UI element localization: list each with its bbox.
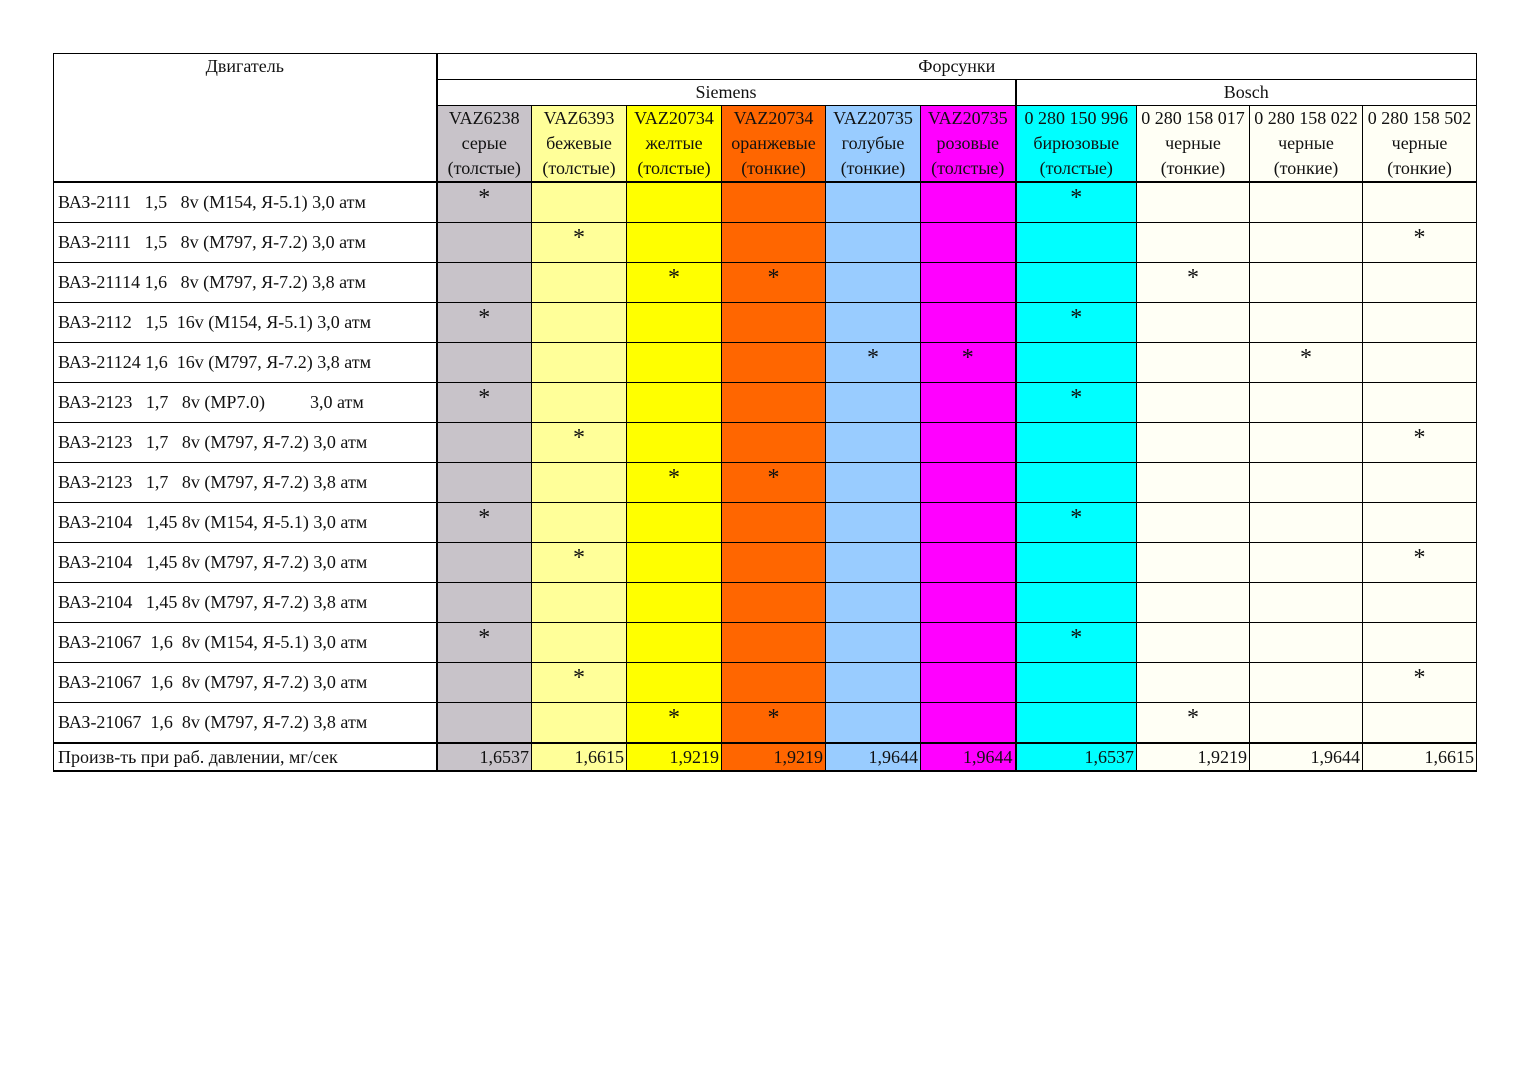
compat-cell — [921, 182, 1016, 223]
compat-cell — [437, 182, 532, 223]
engine-label: ВАЗ-2104 1,45 8v (M797, Я-7.2) 3,0 атм — [54, 543, 437, 583]
compat-mark: * — [668, 705, 680, 731]
compat-cell — [722, 423, 826, 463]
compat-cell — [826, 703, 921, 744]
compat-cell — [1137, 583, 1250, 623]
compat-cell — [826, 182, 921, 223]
compat-cell — [1137, 663, 1250, 703]
column-type: (толстые) — [532, 155, 627, 182]
compat-cell — [921, 263, 1016, 303]
compat-cell — [627, 703, 722, 744]
compat-cell — [437, 543, 532, 583]
column-color-name: бежевые — [532, 131, 627, 155]
compat-cell — [1363, 623, 1477, 663]
compat-cell — [1137, 543, 1250, 583]
flow-value: 1,6615 — [532, 743, 627, 771]
compat-mark: * — [1187, 265, 1199, 291]
compat-cell — [1250, 503, 1363, 543]
table-row — [54, 343, 1477, 383]
compat-mark: * — [1070, 185, 1083, 211]
compat-cell — [1250, 663, 1363, 703]
compat-cell — [826, 583, 921, 623]
compat-mark: * — [668, 265, 680, 291]
compat-mark: * — [1187, 705, 1199, 731]
compat-mark: * — [1070, 385, 1083, 411]
table-row — [54, 263, 1477, 303]
compat-cell — [1137, 383, 1250, 423]
compat-mark: * — [1413, 425, 1426, 451]
compat-cell — [627, 463, 722, 503]
flow-value: 1,9219 — [722, 743, 826, 771]
flow-value: 1,6537 — [437, 743, 532, 771]
compat-mark: * — [478, 305, 491, 331]
compat-cell — [722, 543, 826, 583]
compat-mark: * — [1070, 505, 1083, 531]
compat-mark: * — [767, 465, 780, 491]
table-row — [54, 663, 1477, 703]
compat-cell — [1250, 423, 1363, 463]
table-row — [54, 223, 1477, 263]
compat-cell — [1016, 503, 1137, 543]
compat-cell — [627, 503, 722, 543]
compat-cell — [627, 303, 722, 343]
compat-cell — [826, 263, 921, 303]
compat-cell — [437, 663, 532, 703]
compat-cell — [532, 543, 627, 583]
compat-cell — [1363, 583, 1477, 623]
compat-cell — [826, 663, 921, 703]
column-code: 0 280 158 022 — [1250, 106, 1363, 132]
compat-cell — [921, 583, 1016, 623]
compat-cell — [437, 703, 532, 744]
compat-cell — [1016, 263, 1137, 303]
compat-cell — [532, 223, 627, 263]
compat-cell — [437, 463, 532, 503]
compat-cell — [921, 703, 1016, 744]
compat-cell — [1137, 223, 1250, 263]
compat-cell — [921, 223, 1016, 263]
table-row — [54, 463, 1477, 503]
compat-cell — [826, 623, 921, 663]
compat-cell — [1016, 182, 1137, 223]
column-code: VAZ20735 — [826, 106, 921, 132]
engine-label: ВАЗ-2111 1,5 8v (M797, Я-7.2) 3,0 атм — [54, 223, 437, 263]
column-type: (тонкие) — [1137, 155, 1250, 182]
column-type: (тонкие) — [1250, 155, 1363, 182]
engine-label: ВАЗ-21067 1,6 8v (M154, Я-5.1) 3,0 атм — [54, 623, 437, 663]
compat-mark: * — [961, 345, 974, 371]
compat-cell — [1016, 303, 1137, 343]
column-color-name: черные — [1250, 131, 1363, 155]
compat-cell — [1016, 623, 1137, 663]
compat-cell — [1137, 703, 1250, 744]
engine-label: ВАЗ-2123 1,7 8v (MP7.0) 3,0 атм — [54, 383, 437, 423]
compat-cell — [627, 583, 722, 623]
compat-cell — [1137, 182, 1250, 223]
compat-cell — [722, 663, 826, 703]
compat-cell — [1250, 263, 1363, 303]
compat-mark: * — [573, 425, 585, 451]
compat-mark: * — [573, 665, 585, 691]
compat-cell — [627, 423, 722, 463]
compat-mark: * — [1413, 665, 1426, 691]
engine-label: ВАЗ-21114 1,6 8v (M797, Я-7.2) 3,8 атм — [54, 263, 437, 303]
compat-cell — [627, 623, 722, 663]
compat-cell — [1250, 383, 1363, 423]
compat-cell — [921, 503, 1016, 543]
compat-cell — [1250, 703, 1363, 744]
compat-mark: * — [767, 265, 780, 291]
column-code: 0 280 150 996 — [1016, 106, 1137, 132]
column-color-name: розовые — [921, 131, 1016, 155]
compat-cell — [1363, 543, 1477, 583]
group-header-siemens: Siemens — [437, 80, 1016, 106]
compat-cell — [627, 343, 722, 383]
compat-cell — [437, 223, 532, 263]
column-type: (толстые) — [627, 155, 722, 182]
compat-cell — [437, 583, 532, 623]
compat-cell — [722, 303, 826, 343]
compat-mark: * — [668, 465, 680, 491]
engine-label: ВАЗ-2111 1,5 8v (M154, Я-5.1) 3,0 атм — [54, 182, 437, 223]
compat-cell — [532, 663, 627, 703]
compat-cell — [826, 423, 921, 463]
column-type: (толстые) — [437, 155, 532, 182]
engine-header: Двигатель — [54, 54, 437, 183]
compat-cell — [722, 503, 826, 543]
compat-mark: * — [1070, 305, 1083, 331]
compat-mark: * — [1070, 625, 1083, 651]
column-code: VAZ20734 — [722, 106, 826, 132]
compat-mark: * — [478, 625, 491, 651]
compat-cell — [826, 543, 921, 583]
compat-cell — [1250, 543, 1363, 583]
compat-cell — [1250, 182, 1363, 223]
flow-value: 1,9644 — [826, 743, 921, 771]
compat-mark: * — [867, 345, 879, 371]
flow-value: 1,6615 — [1363, 743, 1477, 771]
compat-cell — [921, 463, 1016, 503]
column-color-name: черные — [1363, 131, 1477, 155]
compat-cell — [627, 663, 722, 703]
column-type: (тонкие) — [826, 155, 921, 182]
compat-mark: * — [573, 545, 585, 571]
engine-label: ВАЗ-2104 1,45 8v (M797, Я-7.2) 3,8 атм — [54, 583, 437, 623]
compat-cell — [722, 583, 826, 623]
compat-cell — [1016, 663, 1137, 703]
compat-cell — [722, 703, 826, 744]
compat-cell — [1363, 383, 1477, 423]
compat-cell — [1363, 463, 1477, 503]
compat-cell — [1016, 703, 1137, 744]
compat-cell — [437, 303, 532, 343]
compat-cell — [921, 623, 1016, 663]
compat-mark: * — [767, 705, 780, 731]
compat-cell — [1363, 223, 1477, 263]
compat-cell — [1363, 663, 1477, 703]
table-row — [54, 383, 1477, 423]
compat-cell — [1137, 423, 1250, 463]
table-row — [54, 543, 1477, 583]
footer-row — [54, 743, 1477, 771]
compat-cell — [1137, 503, 1250, 543]
compat-cell — [1363, 503, 1477, 543]
column-code: VAZ20734 — [627, 106, 722, 132]
compat-cell — [1250, 223, 1363, 263]
compat-cell — [1137, 343, 1250, 383]
compat-cell — [826, 303, 921, 343]
compat-cell — [532, 303, 627, 343]
column-code: 0 280 158 017 — [1137, 106, 1250, 132]
compat-mark: * — [573, 225, 585, 251]
compat-cell — [1250, 583, 1363, 623]
compat-cell — [826, 383, 921, 423]
compat-mark: * — [478, 505, 491, 531]
column-type: (толстые) — [921, 155, 1016, 182]
compat-cell — [1363, 343, 1477, 383]
compat-mark: * — [1413, 225, 1426, 251]
compat-cell — [1016, 463, 1137, 503]
compat-cell — [532, 182, 627, 223]
column-code: VAZ6238 — [437, 106, 532, 132]
compat-cell — [1016, 423, 1137, 463]
compat-cell — [437, 423, 532, 463]
column-type: (тонкие) — [722, 155, 826, 182]
injectors-header: Форсунки — [437, 54, 1477, 80]
compat-cell — [1363, 703, 1477, 744]
compat-cell — [722, 463, 826, 503]
compat-mark: * — [1413, 545, 1426, 571]
compat-cell — [627, 383, 722, 423]
column-type: (толстые) — [1016, 155, 1137, 182]
compat-cell — [437, 383, 532, 423]
compat-cell — [1250, 463, 1363, 503]
compat-cell — [1137, 463, 1250, 503]
compat-cell — [921, 383, 1016, 423]
compat-cell — [1363, 263, 1477, 303]
compat-cell — [722, 263, 826, 303]
table-row — [54, 583, 1477, 623]
compat-cell — [627, 263, 722, 303]
compat-cell — [437, 503, 532, 543]
compat-cell — [532, 343, 627, 383]
compat-cell — [722, 223, 826, 263]
engine-label: ВАЗ-2112 1,5 16v (M154, Я-5.1) 3,0 атм — [54, 303, 437, 343]
compat-cell — [826, 503, 921, 543]
engine-label: ВАЗ-21124 1,6 16v (M797, Я-7.2) 3,8 атм — [54, 343, 437, 383]
compat-cell — [722, 343, 826, 383]
compat-cell — [722, 623, 826, 663]
compat-cell — [1363, 182, 1477, 223]
compat-cell — [532, 463, 627, 503]
compat-cell — [532, 503, 627, 543]
footer-label: Произв-ть при раб. давлении, мг/сек — [54, 743, 437, 771]
compat-mark: * — [478, 185, 491, 211]
group-header-bosch: Bosch — [1016, 80, 1477, 106]
compat-cell — [532, 423, 627, 463]
compat-cell — [1016, 343, 1137, 383]
column-color-name: голубые — [826, 131, 921, 155]
flow-value: 1,9644 — [921, 743, 1016, 771]
compat-cell — [826, 343, 921, 383]
table-row — [54, 703, 1477, 744]
compat-cell — [1137, 303, 1250, 343]
compat-cell — [1016, 223, 1137, 263]
compat-cell — [921, 663, 1016, 703]
compat-cell — [437, 263, 532, 303]
compat-cell — [722, 383, 826, 423]
compat-cell — [1250, 623, 1363, 663]
compat-cell — [532, 703, 627, 744]
column-color-name: бирюзовые — [1016, 131, 1137, 155]
column-color-name: оранжевые — [722, 131, 826, 155]
compat-cell — [1137, 263, 1250, 303]
compat-cell — [1137, 623, 1250, 663]
compat-cell — [826, 223, 921, 263]
flow-value: 1,9219 — [627, 743, 722, 771]
compat-cell — [627, 182, 722, 223]
compat-cell — [1250, 303, 1363, 343]
column-color-name: серые — [437, 131, 532, 155]
compat-cell — [532, 623, 627, 663]
compat-cell — [921, 343, 1016, 383]
column-code: 0 280 158 502 — [1363, 106, 1477, 132]
table-row — [54, 503, 1477, 543]
compat-cell — [722, 182, 826, 223]
compat-cell — [1363, 303, 1477, 343]
compat-cell — [1363, 423, 1477, 463]
injector-compatibility-table — [53, 53, 1477, 772]
compat-cell — [921, 303, 1016, 343]
engine-label: ВАЗ-2104 1,45 8v (M154, Я-5.1) 3,0 атм — [54, 503, 437, 543]
column-color-name: желтые — [627, 131, 722, 155]
compat-cell — [532, 383, 627, 423]
compat-mark: * — [478, 385, 491, 411]
compat-cell — [1250, 343, 1363, 383]
compat-cell — [437, 343, 532, 383]
engine-label: ВАЗ-21067 1,6 8v (M797, Я-7.2) 3,0 атм — [54, 663, 437, 703]
table-row — [54, 623, 1477, 663]
column-color-name: черные — [1137, 131, 1250, 155]
engine-label: ВАЗ-21067 1,6 8v (M797, Я-7.2) 3,8 атм — [54, 703, 437, 744]
column-code: VAZ20735 — [921, 106, 1016, 132]
compat-cell — [532, 583, 627, 623]
table-row — [54, 423, 1477, 463]
flow-value: 1,6537 — [1016, 743, 1137, 771]
compat-cell — [1016, 543, 1137, 583]
compat-cell — [1016, 383, 1137, 423]
compat-cell — [921, 543, 1016, 583]
compat-mark: * — [1300, 345, 1312, 371]
compat-cell — [532, 263, 627, 303]
engine-label: ВАЗ-2123 1,7 8v (M797, Я-7.2) 3,8 атм — [54, 463, 437, 503]
compat-cell — [437, 623, 532, 663]
compat-cell — [921, 423, 1016, 463]
table-row — [54, 303, 1477, 343]
flow-value: 1,9644 — [1250, 743, 1363, 771]
compat-cell — [826, 463, 921, 503]
compat-cell — [627, 543, 722, 583]
compat-cell — [627, 223, 722, 263]
flow-value: 1,9219 — [1137, 743, 1250, 771]
engine-label: ВАЗ-2123 1,7 8v (M797, Я-7.2) 3,0 атм — [54, 423, 437, 463]
table-row — [54, 182, 1477, 223]
column-code: VAZ6393 — [532, 106, 627, 132]
compat-cell — [1016, 583, 1137, 623]
column-type: (тонкие) — [1363, 155, 1477, 182]
